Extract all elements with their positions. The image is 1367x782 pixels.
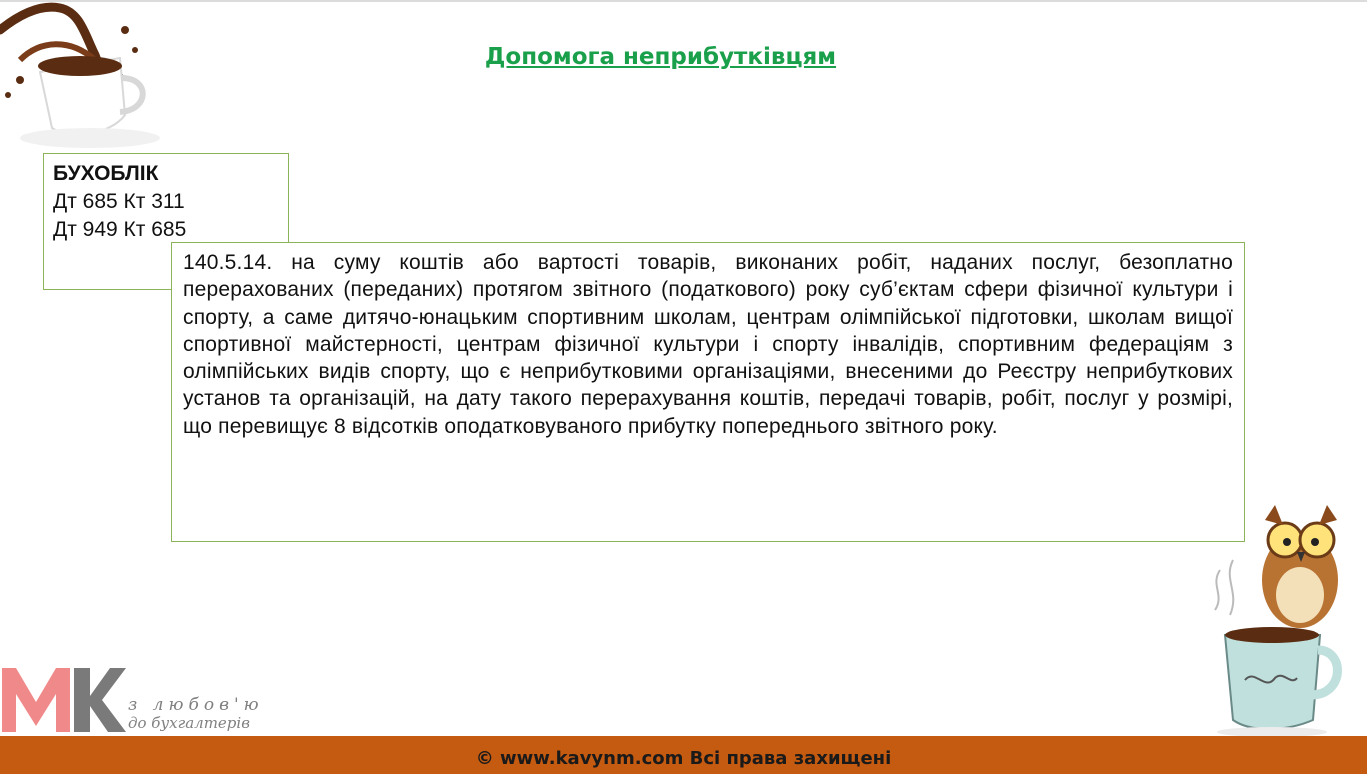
accounting-entry-1: Дт 685 Кт 311 [53,190,185,213]
owl-coffee-mug-icon [1205,500,1350,738]
mk-logo-icon [2,664,127,732]
article-box [171,242,1245,542]
top-border [0,0,1367,2]
logo-tagline-2: до бухгалтерів [128,714,250,732]
coffee-splash-cup-icon [0,0,175,155]
accounting-heading: БУХОБЛІК [53,162,159,185]
article-text: 140.5.14. на суму коштів або вартості товарів, виконаних робіт, наданих послуг, безоплатно перерахованих (переданих) протягом звітного (податкового) року суб’єктам сфери фізичної культури і спорту, а саме дитячо-юнацьким спортивним школам, центрам олімпійської підготовки, школам вищої спортивної майстерності, центрам фізичної культури і спорту інвалідів, спортивним федераціям з олімпійських видів спорту, що є неприбутковими організаціями, внесеними до Реєстру неприбуткових установ та організацій, на дату такого перерахування коштів, передачі товарів, робіт, послуг у розмірі, що перевищує 8 відсотків оподатковуваного прибутку попереднього звітного року. [183,251,1233,438]
footer-copyright: © www.kavynm.com Всі права захищені [475,748,892,769]
accounting-entry-2: Дт 949 Кт 685 [53,218,187,241]
logo-tagline-1: з любов'ю [128,695,264,715]
slide-title: Допомога неприбутківцям [484,44,837,70]
footer-bar [0,736,1367,774]
